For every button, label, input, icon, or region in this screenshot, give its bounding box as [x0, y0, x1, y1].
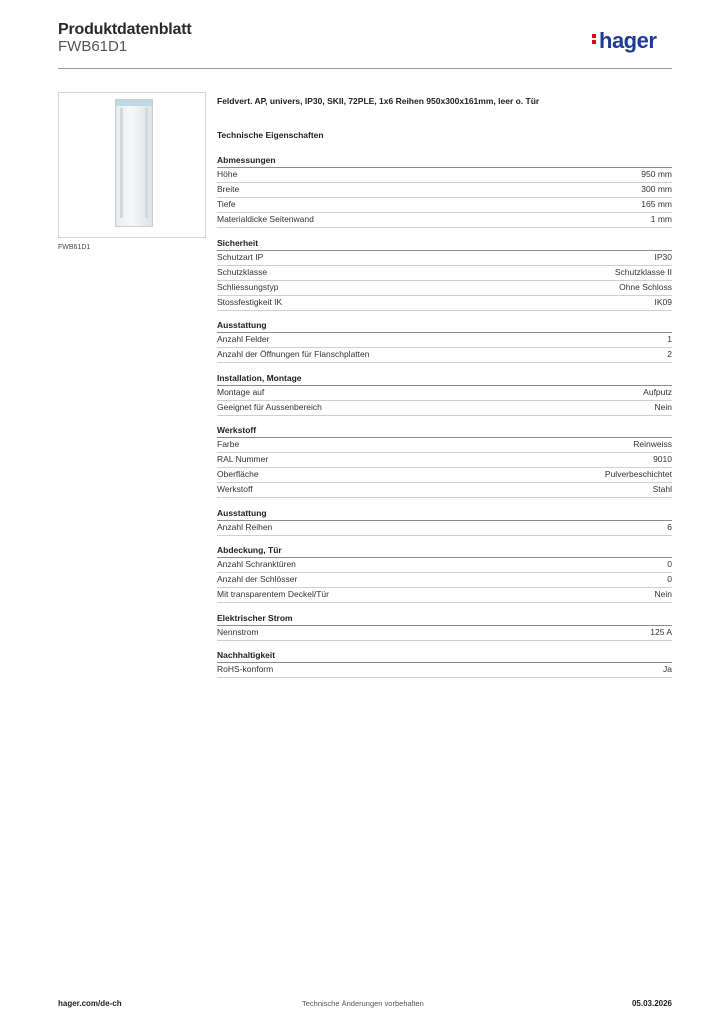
property-section: [217, 154, 672, 228]
property-value: Reinweiss: [633, 439, 672, 449]
property-row: [217, 626, 672, 641]
property-value: Pulverbeschichtet: [604, 469, 672, 479]
technical-properties-heading: Technische Eigenschaften: [217, 130, 324, 140]
footer-note: Technische Änderungen vorbehalten: [302, 999, 424, 1008]
property-label: Tiefe: [217, 199, 236, 209]
property-label: Stossfestigkeit IK: [217, 296, 283, 307]
footer-date: 05.03.2026: [631, 999, 672, 1008]
property-label: Materialdicke Seitenwand: [217, 214, 314, 224]
section-title: Ausstattung: [217, 507, 672, 521]
property-row: [217, 573, 672, 588]
property-row: [217, 183, 672, 198]
property-row: [217, 438, 672, 453]
properties-table: [217, 154, 672, 687]
property-row: [217, 333, 672, 348]
property-value: 125 A: [650, 626, 672, 637]
property-value: Nein: [654, 401, 672, 412]
header-divider: [58, 68, 672, 69]
property-value: 165 mm: [641, 199, 672, 209]
property-label: Anzahl der Öffnungen für Flanschplatten: [217, 349, 370, 359]
logo-dots-icon: [592, 32, 598, 46]
property-value: 9010: [653, 454, 672, 464]
property-label: Höhe: [217, 169, 238, 179]
property-label: Geeignet für Aussenbereich: [217, 401, 322, 412]
section-title: Sicherheit: [217, 237, 672, 251]
section-title: Elektrischer Strom: [217, 612, 672, 626]
section-title: Installation, Montage: [217, 372, 672, 386]
property-section: [217, 424, 672, 498]
property-row: [217, 453, 672, 468]
property-label: Anzahl Felder: [217, 334, 270, 344]
product-image: [58, 92, 206, 238]
property-value: 6: [667, 521, 672, 532]
property-row: [217, 348, 672, 363]
property-row: [217, 468, 672, 483]
section-title: Werkstoff: [217, 424, 672, 438]
property-row: [217, 558, 672, 573]
property-value: 1: [667, 334, 672, 344]
property-label: Montage auf: [217, 386, 265, 397]
property-section: [217, 507, 672, 536]
property-label: Nennstrom: [217, 626, 259, 637]
document-title: Produktdatenblatt: [58, 21, 192, 38]
property-value: 950 mm: [641, 169, 672, 179]
property-label: RAL Nummer: [217, 454, 269, 464]
property-value: Ja: [663, 664, 672, 674]
property-value: 300 mm: [641, 184, 672, 194]
property-row: [217, 386, 672, 401]
footer-website-link[interactable]: hager.com/de-ch: [58, 999, 122, 1008]
section-title: Abdeckung, Tür: [217, 544, 672, 558]
property-section: [217, 544, 672, 603]
product-code: FWB61D1: [58, 38, 128, 55]
property-section: [217, 649, 672, 678]
property-row: [217, 521, 672, 536]
section-title: Nachhaltigkeit: [217, 649, 672, 663]
property-value: Ohne Schloss: [619, 281, 672, 292]
property-label: Breite: [217, 184, 240, 194]
property-section: [217, 372, 672, 416]
property-row: [217, 198, 672, 213]
property-label: RoHS-konform: [217, 664, 274, 674]
property-value: Nein: [654, 589, 672, 599]
property-row: [217, 281, 672, 296]
product-image-caption: FWB61D1: [58, 244, 91, 251]
property-value: IK09: [654, 296, 672, 307]
property-row: [217, 588, 672, 603]
section-title: Ausstattung: [217, 319, 672, 333]
property-label: Oberfläche: [217, 469, 259, 479]
property-section: [217, 237, 672, 311]
property-value: Stahl: [652, 484, 672, 494]
property-label: Mit transparentem Deckel/Tür: [217, 589, 329, 599]
property-value: 0: [667, 559, 672, 569]
property-row: [217, 168, 672, 183]
property-value: Aufputz: [643, 386, 672, 397]
property-label: Schutzart IP: [217, 251, 264, 262]
property-row: [217, 213, 672, 228]
property-row: [217, 251, 672, 266]
property-row: [217, 483, 672, 498]
property-label: Anzahl Reihen: [217, 521, 273, 532]
property-row: [217, 663, 672, 678]
property-row: [217, 401, 672, 416]
cabinet-illustration-icon: [115, 99, 153, 227]
section-title: Abmessungen: [217, 154, 672, 168]
property-value: Schutzklasse II: [614, 266, 672, 277]
property-label: Anzahl Schranktüren: [217, 559, 296, 569]
property-label: Anzahl der Schlösser: [217, 574, 298, 584]
logo-text: hager: [599, 28, 657, 53]
hager-logo: [592, 28, 656, 54]
property-label: Schliessungstyp: [217, 281, 279, 292]
property-value: 2: [667, 349, 672, 359]
property-label: Werkstoff: [217, 484, 253, 494]
property-value: IP30: [654, 251, 672, 262]
property-label: Farbe: [217, 439, 240, 449]
property-section: [217, 319, 672, 363]
property-label: Schutzklasse: [217, 266, 268, 277]
property-value: 0: [667, 574, 672, 584]
property-section: [217, 612, 672, 641]
property-row: [217, 296, 672, 311]
product-description: Feldvert. AP, univers, IP30, SKII, 72PLE, 1x6 Reihen 950x300x161mm, leer o. Tür: [217, 96, 540, 106]
property-value: 1 mm: [650, 214, 672, 224]
property-row: [217, 266, 672, 281]
